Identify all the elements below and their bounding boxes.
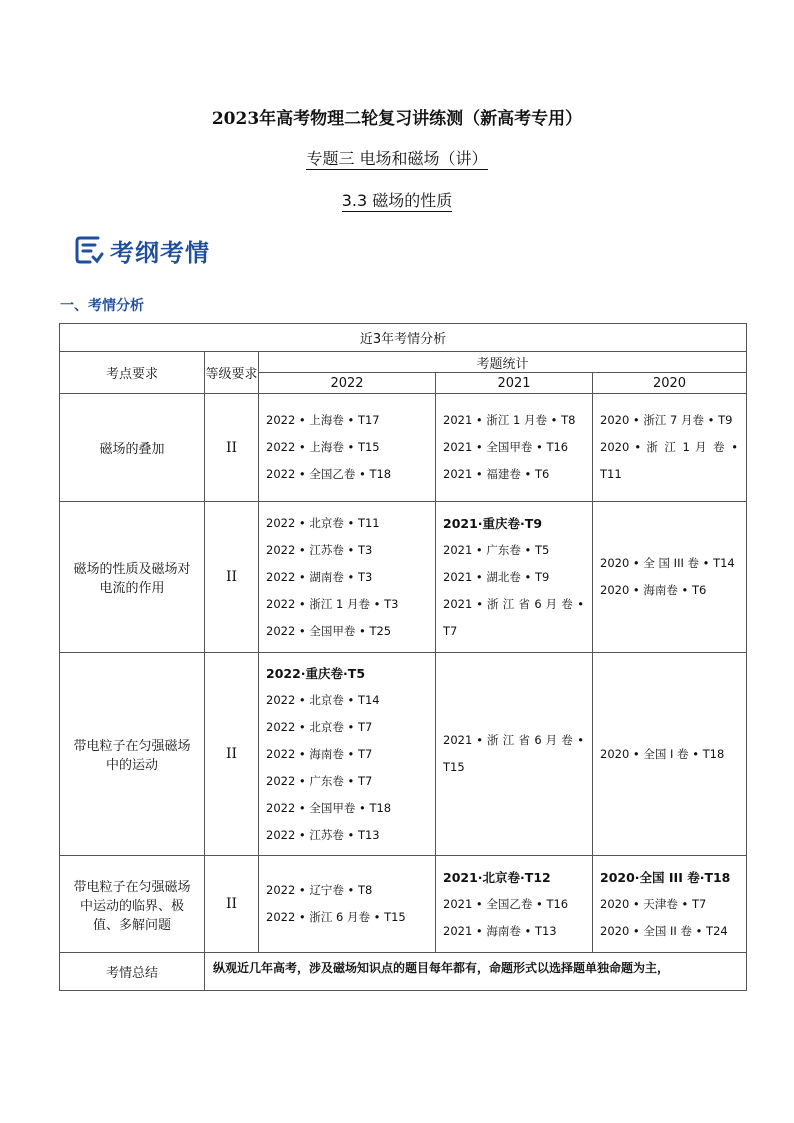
summary-row bbox=[60, 953, 747, 991]
exam-list-2021 bbox=[436, 653, 593, 856]
exam-item: 2020 • 浙江 7 月卷 • T9 bbox=[600, 413, 733, 427]
document-title: 2023年高考物理二轮复习讲练测（新高考专用） bbox=[211, 109, 583, 129]
exam-list-2022 bbox=[259, 856, 436, 953]
exam-item: 2021 • 浙 江 省 6 月 卷 • T7 bbox=[443, 596, 584, 638]
exam-item: 2022 • 北京卷 • T7 bbox=[266, 719, 373, 734]
document-list-icon bbox=[74, 234, 104, 266]
exam-item: 2022 • 全国甲卷 • T25 bbox=[266, 623, 392, 638]
exam-item: 2021 • 湖北卷 • T9 bbox=[443, 569, 550, 584]
header-topic: 考点要求 bbox=[60, 352, 205, 394]
table-caption: 近3年考情分析 bbox=[60, 324, 747, 352]
banner-label: 考纲考情 bbox=[110, 238, 210, 267]
header-year-2021: 2021 bbox=[436, 373, 593, 394]
exam-list-2020 bbox=[593, 653, 747, 856]
exam-item: 2022 • 浙江 1 月卷 • T3 bbox=[266, 596, 399, 611]
header-stats: 考题统计 bbox=[259, 352, 747, 373]
header-grade: 等级要求 bbox=[205, 352, 259, 394]
exam-item: 2022 • 广东卷 • T7 bbox=[266, 773, 373, 788]
exam-item: 2022 • 湖南卷 • T3 bbox=[266, 569, 373, 584]
exam-list-2022 bbox=[259, 653, 436, 856]
topic-cell: 带电粒子在匀强磁场中的运动 bbox=[60, 653, 205, 856]
exam-item: 2021 • 浙 江 省 6 月 卷 • T15 bbox=[443, 733, 584, 774]
table-row bbox=[60, 856, 747, 953]
exam-item: 2021·北京卷·T12 bbox=[443, 869, 551, 885]
exam-item: 2022·重庆卷·T5 bbox=[266, 665, 366, 681]
table-caption-row bbox=[60, 324, 747, 352]
exam-item: 2021 • 福建卷 • T6 bbox=[443, 467, 550, 481]
topic-cell: 磁场的叠加 bbox=[60, 394, 205, 502]
exam-item: 2022 • 北京卷 • T14 bbox=[266, 692, 380, 707]
exam-item: 2021 • 浙江 1 月卷 • T8 bbox=[443, 413, 576, 427]
exam-item: 2021·重庆卷·T9 bbox=[443, 515, 543, 531]
grade-cell: II bbox=[205, 502, 259, 653]
syllabus-banner bbox=[74, 232, 210, 268]
exam-analysis-table bbox=[59, 323, 747, 991]
exam-item: 2021 • 全国乙卷 • T16 bbox=[443, 896, 569, 911]
section-title: 3.3 磁场的性质 bbox=[341, 191, 453, 210]
exam-item: 2020 • 天津卷 • T7 bbox=[600, 896, 707, 911]
header-year-2020: 2020 bbox=[593, 373, 747, 394]
exam-list-2021 bbox=[436, 502, 593, 653]
exam-list-2022 bbox=[259, 502, 436, 653]
exam-list-2021 bbox=[436, 394, 593, 502]
exam-item: 2020 • 全国 II 卷 • T24 bbox=[600, 923, 728, 938]
exam-item: 2020 • 海南卷 • T6 bbox=[600, 583, 707, 597]
exam-item: 2020 • 全国 I 卷 • T18 bbox=[600, 746, 725, 761]
exam-item: 2022 • 上海卷 • T15 bbox=[266, 440, 380, 454]
exam-item: 2021 • 全国甲卷 • T16 bbox=[443, 440, 569, 454]
exam-item: 2022 • 上海卷 • T17 bbox=[266, 413, 380, 427]
exam-item: 2020·全国 III 卷·T18 bbox=[600, 869, 731, 885]
exam-list-2020 bbox=[593, 394, 747, 502]
table-row bbox=[60, 394, 747, 502]
exam-item: 2020 • 全 国 III 卷 • T14 bbox=[600, 556, 735, 570]
section-heading: 一、考情分析 bbox=[60, 298, 144, 314]
grade-cell: II bbox=[205, 394, 259, 502]
exam-item: 2022 • 全国甲卷 • T18 bbox=[266, 800, 392, 815]
exam-item: 2022 • 江苏卷 • T3 bbox=[266, 542, 373, 557]
exam-item: 2022 • 江苏卷 • T13 bbox=[266, 827, 380, 842]
summary-text: 纵观近几年高考，涉及磁场知识点的题目每年都有，命题形式以选择题单独命题为主， bbox=[205, 953, 747, 991]
table-row bbox=[60, 502, 747, 653]
topic-cell: 带电粒子在匀强磁场中运动的临界、极值、多解问题 bbox=[60, 856, 205, 953]
summary-label: 考情总结 bbox=[60, 953, 205, 991]
topic-subtitle: 专题三 电场和磁场（讲） bbox=[306, 149, 488, 168]
exam-item: 2021 • 广东卷 • T5 bbox=[443, 542, 550, 557]
exam-item: 2022 • 全国乙卷 • T18 bbox=[266, 467, 392, 481]
table-row bbox=[60, 653, 747, 856]
topic-cell: 磁场的性质及磁场对电流的作用 bbox=[60, 502, 205, 653]
exam-item: 2022 • 浙江 6 月卷 • T15 bbox=[266, 910, 406, 924]
exam-item: 2022 • 海南卷 • T7 bbox=[266, 746, 373, 761]
exam-list-2020 bbox=[593, 856, 747, 953]
grade-cell: II bbox=[205, 653, 259, 856]
exam-item: 2022 • 北京卷 • T11 bbox=[266, 515, 380, 530]
exam-item: 2022 • 辽宁卷 • T8 bbox=[266, 883, 373, 897]
grade-cell: II bbox=[205, 856, 259, 953]
table-header-row bbox=[60, 352, 747, 373]
exam-list-2022 bbox=[259, 394, 436, 502]
header-year-2022: 2022 bbox=[259, 373, 436, 394]
exam-item: 2020 • 浙 江 1 月 卷 • T11 bbox=[600, 440, 739, 481]
exam-item: 2021 • 海南卷 • T13 bbox=[443, 923, 557, 938]
exam-list-2020 bbox=[593, 502, 747, 653]
exam-list-2021 bbox=[436, 856, 593, 953]
